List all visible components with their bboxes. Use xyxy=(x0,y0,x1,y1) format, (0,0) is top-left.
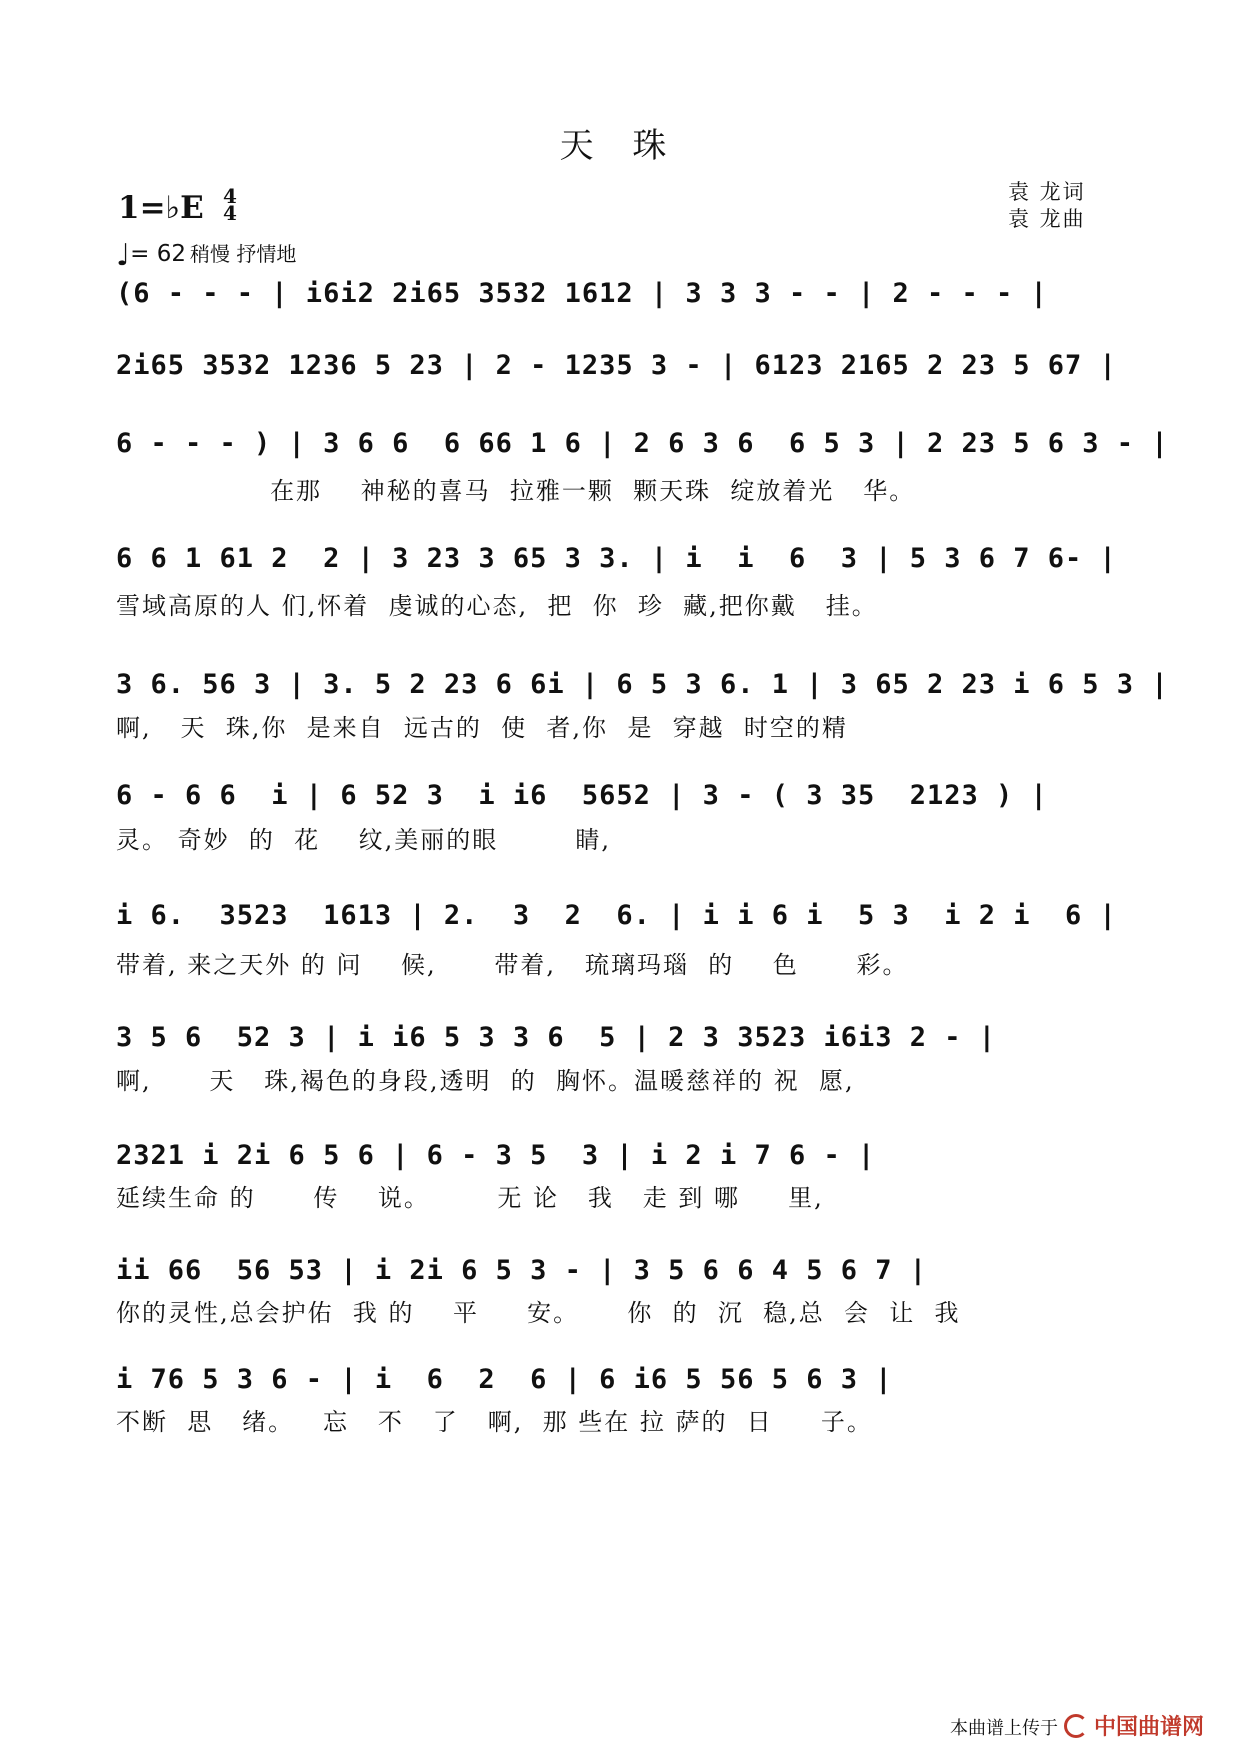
site-name[interactable]: 中国曲谱网 xyxy=(1093,1715,1204,1740)
lyric-line-3: 在那 神秘的喜马 拉雅一颗 颗天珠 绽放着光 华。 xyxy=(116,477,916,505)
score-line-1: (6 - - - | i6i2 2i65 3532 1612 | 3 3 3 - - | 2 - - - | xyxy=(116,278,1048,309)
lyric-line-7: 带着, 来之天外 的 问 候, 带着, 琉璃玛瑙 的 色 彩。 xyxy=(116,951,909,979)
lyric-line-8: 啊, 天 珠,褐色的身段,透明 的 胸怀。温暖慈祥的 祝 愿, xyxy=(116,1067,855,1095)
time-sig-top: 4 xyxy=(223,184,237,208)
time-sig-bottom: 4 xyxy=(223,201,237,225)
score-line-8: 3 5 6 52 3 | i i6 5 3 3 6 5 | 2 3 3523 i6i3 2 - | xyxy=(116,1022,997,1053)
lyric-line-5: 啊, 天 珠,你 是来自 远古的 使 者,你 是 穿越 时空的精 xyxy=(116,714,848,742)
lyric-line-9: 延续生命 的 传 说。 无 论 我 走 到 哪 里, xyxy=(116,1184,824,1212)
site-logo-icon xyxy=(1064,1714,1088,1738)
score-line-10: ii 66 56 53 | i 2i 6 5 3 - | 3 5 6 6 4 5 6 7 | xyxy=(116,1255,928,1286)
lyric-line-10: 你的灵性,总会护佑 我 的 平 安。 你 的 沉 稳,总 会 让 我 xyxy=(116,1299,961,1327)
score-line-4: 6 6 1 61 2 2 | 3 23 3 65 3 3. | i i 6 3 | 5 3 6 7 6- | xyxy=(116,543,1117,574)
upload-footer xyxy=(950,1710,1204,1741)
song-title: 天 珠 xyxy=(559,126,681,166)
lyric-line-11: 不断 思 绪。 忘 不 了 啊, 那 些在 拉 萨的 日 子。 xyxy=(116,1408,873,1436)
tempo-value: = 62 xyxy=(130,241,187,267)
lyric-line-6: 灵。 奇妙 的 花 纹,美丽的眼 睛, xyxy=(116,826,611,854)
tempo-marking xyxy=(116,238,296,273)
score-line-5: 3 6. 56 3 | 3. 5 2 23 6 6i | 6 5 3 6. 1 | 3 65 2 23 i 6 5 3 | xyxy=(116,669,1169,700)
score-line-2: 2i65 3532 1236 5 23 | 2 - 1235 3 - | 6123 2165 2 23 5 67 | xyxy=(116,350,1117,381)
quarter-note-icon: ♩ xyxy=(116,238,131,273)
time-signature xyxy=(223,184,237,225)
upload-text: 本曲谱上传于 xyxy=(949,1718,1058,1739)
tempo-description: 稍慢 抒情地 xyxy=(190,242,297,266)
score-line-3: 6 - - - ) | 3 6 6 6 66 1 6 | 2 6 3 6 6 5 3 | 2 23 5 6 3 - | xyxy=(116,428,1169,459)
score-line-7: i 6. 3523 1613 | 2. 3 2 6. | i i 6 i 5 3 i 2 i 6 | xyxy=(116,900,1117,931)
key-signature: 1=♭E xyxy=(118,190,204,226)
score-line-9: 2321 i 2i 6 5 6 | 6 - 3 5 3 | i 2 i 7 6 - | xyxy=(116,1140,876,1171)
composer-credit: 袁 龙曲 xyxy=(1008,207,1086,231)
score-line-11: i 76 5 3 6 - | i 6 2 6 | 6 i6 5 56 5 6 3 | xyxy=(116,1364,893,1395)
lyric-line-4: 雪域高原的人 们,怀着 虔诚的心态, 把 你 珍 藏,把你戴 挂。 xyxy=(116,592,878,620)
lyricist-credit: 袁 龙词 xyxy=(1008,180,1086,204)
score-line-6: 6 - 6 6 i | 6 52 3 i i6 5652 | 3 - ( 3 35 2123 ) | xyxy=(116,780,1048,811)
